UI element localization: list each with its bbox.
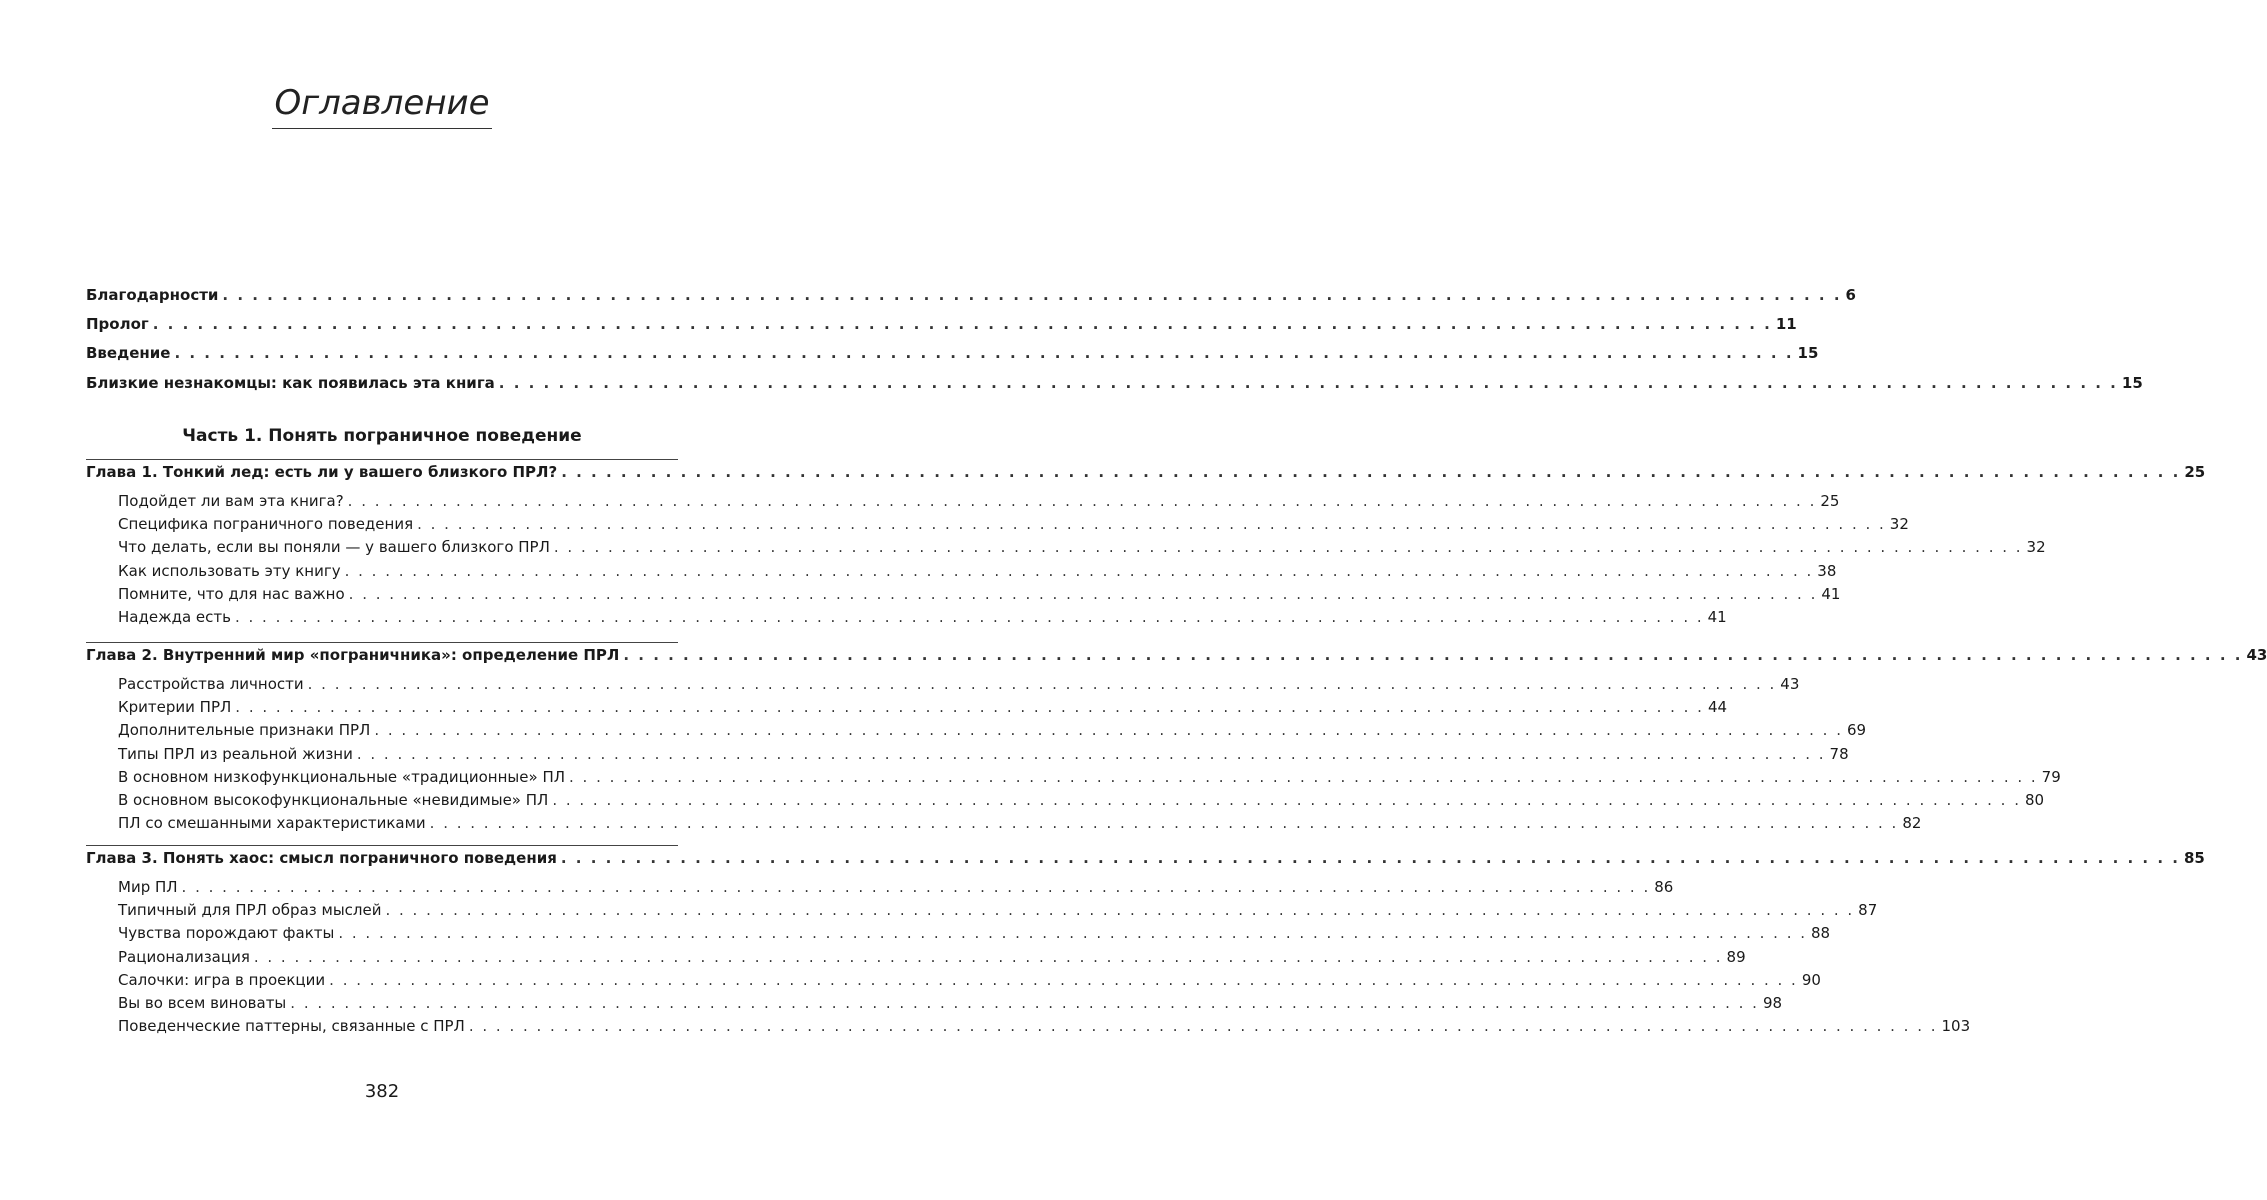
entry-page: 44 [1707, 698, 1728, 716]
entry-page: 103 [1941, 1017, 1971, 1035]
entry-title: В основном высокофункциональные «невидимые» ПЛ [118, 791, 549, 809]
entry-title: Помните, что для нас важно [118, 585, 345, 603]
dot-leader: . . . . . . . . . . . . . . . . . . . . . . . . . . . . . . . . . . . . . . . . . . . . . . . . . . . . . . . . . . . . . . . . . . . . . . . . . . . . . . . . . . . . . . . . . . . . . . . . . . . . . . . . . . . . . [347, 492, 1817, 510]
page-number: 382 [364, 1081, 400, 1102]
entry-page: 82 [1902, 814, 1922, 832]
entry-title: Типы ПРЛ из реальной жизни [118, 745, 353, 763]
dot-leader: . . . . . . . . . . . . . . . . . . . . . . . . . . . . . . . . . . . . . . . . . . . . . . . . . . . . . . . . . . . . . . . . . . . . . . . . . . . . . . . . . . . . . . . . . . . . . . . . . . . . . . . . . . . . . [468, 1017, 1938, 1035]
toc-chapter-entry [86, 461, 2206, 483]
divider [86, 845, 678, 846]
dot-leader: . . . . . . . . . . . . . . . . . . . . . . . . . . . . . . . . . . . . . . . . . . . . . . . . . . . . . . . . . . . . . . . . . . . . . . . . . . . . . . . . . . . . . . . . . . . . . . . . . . . . . . . . . . . . . [235, 698, 1704, 716]
entry-page: 15 [1797, 344, 1819, 362]
toc-sub-entry [118, 490, 1840, 512]
dot-leader: . . . . . . . . . . . . . . . . . . . . . . . . . . . . . . . . . . . . . . . . . . . . . . . . . . . . . . . . . . . . . . . . . . . . . . . . . . . . . . . . . . . . . . . . . . . . . . . . . . . . . . . . . . . . . [498, 374, 2118, 392]
toc-sub-entry [118, 560, 1837, 582]
entry-page: 89 [1726, 948, 1746, 966]
toc-sub-entry [118, 536, 2046, 558]
dot-leader: . . . . . . . . . . . . . . . . . . . . . . . . . . . . . . . . . . . . . . . . . . . . . . . . . . . . . . . . . . . . . . . . . . . . . . . . . . . . . . . . . . . . . . . . . . . . . . . . . . . . . . . . . . . . . [234, 608, 1704, 626]
entry-title: Пролог [86, 315, 149, 333]
dot-leader: . . . . . . . . . . . . . . . . . . . . . . . . . . . . . . . . . . . . . . . . . . . . . . . . . . . . . . . . . . . . . . . . . . . . . . . . . . . . . . . . . . . . . . . . . . . . . . . . . . . . . . . . . . . . . [623, 646, 2243, 664]
entry-title: Типичный для ПРЛ образ мыслей [118, 901, 382, 919]
toc-front-entry [86, 313, 1797, 335]
entry-title: Введение [86, 344, 171, 362]
entry-title: Чувства порождают факты [118, 924, 335, 942]
entry-page: 41 [1821, 585, 1841, 603]
divider [86, 459, 678, 460]
entry-page: 25 [1820, 492, 1840, 510]
entry-title: Как использовать эту книгу [118, 562, 341, 580]
dot-leader: . . . . . . . . . . . . . . . . . . . . . . . . . . . . . . . . . . . . . . . . . . . . . . . . . . . . . . . . . . . . . . . . . . . . . . . . . . . . . . . . . . . . . . . . . . . . . . . . . . . . . . . . . . . . . [374, 721, 1843, 739]
toc-front-entry [86, 342, 1819, 364]
entry-page: 86 [1654, 878, 1674, 896]
toc-sub-entry [118, 583, 1841, 605]
toc-sub-entry [118, 876, 1674, 898]
divider [86, 642, 678, 643]
entry-title: Дополнительные признаки ПРЛ [118, 721, 371, 739]
part-title: Часть 1. Понять пограничное поведение [182, 426, 582, 446]
toc-sub-entry [118, 812, 1922, 834]
entry-page: 32 [1889, 515, 1909, 533]
entry-title: Надежда есть [118, 608, 231, 626]
entry-page: 41 [1707, 608, 1727, 626]
entry-title: Расстройства личности [118, 675, 304, 693]
entry-title: Что делать, если вы поняли — у вашего близкого ПРЛ [118, 538, 550, 556]
entry-page: 69 [1846, 721, 1867, 739]
toc-sub-entry [118, 513, 1909, 535]
toc-sub-entry [118, 899, 1878, 921]
entry-title: Критерии ПРЛ [118, 698, 232, 716]
entry-title: Глава 1. Тонкий лед: есть ли у вашего близкого ПРЛ? [86, 463, 558, 481]
entry-title: Подойдет ли вам эта книга? [118, 492, 344, 510]
entry-title: Мир ПЛ [118, 878, 178, 896]
entry-title: Глава 3. Понять хаос: смысл пограничного поведения [86, 849, 557, 867]
entry-page: 25 [2184, 463, 2206, 481]
toc-front-entry [86, 284, 1856, 306]
entry-page: 32 [2026, 538, 2046, 556]
entry-page: 15 [2121, 374, 2143, 392]
dot-leader: . . . . . . . . . . . . . . . . . . . . . . . . . . . . . . . . . . . . . . . . . . . . . . . . . . . . . . . . . . . . . . . . . . . . . . . . . . . . . . . . . . . . . . . . . . . . . . . . . . . . . . . . . . . . . [429, 814, 1899, 832]
entry-title: ПЛ со смешанными характеристиками [118, 814, 426, 832]
dot-leader: . . . . . . . . . . . . . . . . . . . . . . . . . . . . . . . . . . . . . . . . . . . . . . . . . . . . . . . . . . . . . . . . . . . . . . . . . . . . . . . . . . . . . . . . . . . . . . . . . . . . . . . . . . . . . [344, 562, 1814, 580]
entry-page: 80 [2024, 791, 2045, 809]
entry-page: 79 [2041, 768, 2061, 786]
toc-sub-entry [118, 696, 1728, 718]
dot-leader: . . . . . . . . . . . . . . . . . . . . . . . . . . . . . . . . . . . . . . . . . . . . . . . . . . . . . . . . . . . . . . . . . . . . . . . . . . . . . . . . . . . . . . . . . . . . . . . . . . . . . . . . . . . . . [174, 344, 1794, 362]
entry-title: Близкие незнакомцы: как появилась эта книга [86, 374, 495, 392]
dot-leader: . . . . . . . . . . . . . . . . . . . . . . . . . . . . . . . . . . . . . . . . . . . . . . . . . . . . . . . . . . . . . . . . . . . . . . . . . . . . . . . . . . . . . . . . . . . . . . . . . . . . . . . . . . . . . [307, 675, 1777, 693]
dot-leader: . . . . . . . . . . . . . . . . . . . . . . . . . . . . . . . . . . . . . . . . . . . . . . . . . . . . . . . . . . . . . . . . . . . . . . . . . . . . . . . . . . . . . . . . . . . . . . . . . . . . . . . . . . . . . [152, 315, 1772, 333]
toc-front-entry [86, 372, 2143, 394]
toc-sub-entry [118, 719, 1867, 741]
toc-sub-entry [118, 922, 1831, 944]
toc-chapter-entry [86, 847, 2205, 869]
dot-leader: . . . . . . . . . . . . . . . . . . . . . . . . . . . . . . . . . . . . . . . . . . . . . . . . . . . . . . . . . . . . . . . . . . . . . . . . . . . . . . . . . . . . . . . . . . . . . . . . . . . . . . . . . . . . . [385, 901, 1855, 919]
dot-leader: . . . . . . . . . . . . . . . . . . . . . . . . . . . . . . . . . . . . . . . . . . . . . . . . . . . . . . . . . . . . . . . . . . . . . . . . . . . . . . . . . . . . . . . . . . . . . . . . . . . . . . . . . . . . . [553, 538, 2023, 556]
toc-sub-entry [118, 766, 2061, 788]
entry-page: 98 [1762, 994, 1783, 1012]
entry-title: Глава 2. Внутренний мир «пограничника»: определение ПРЛ [86, 646, 620, 664]
entry-title: Специфика пограничного поведения [118, 515, 414, 533]
toc-sub-entry [118, 673, 1800, 695]
toc-sub-entry [118, 992, 1783, 1014]
entry-page: 90 [1801, 971, 1821, 989]
toc-sub-entry [118, 743, 1849, 765]
entry-title: Рационализация [118, 948, 250, 966]
toc-sub-entry [118, 606, 1727, 628]
entry-title: Поведенческие паттерны, связанные с ПРЛ [118, 1017, 465, 1035]
entry-title: Вы во всем виноваты [118, 994, 287, 1012]
entry-page: 85 [2183, 849, 2205, 867]
dot-leader: . . . . . . . . . . . . . . . . . . . . . . . . . . . . . . . . . . . . . . . . . . . . . . . . . . . . . . . . . . . . . . . . . . . . . . . . . . . . . . . . . . . . . . . . . . . . . . . . . . . . . . . . . . . . . [338, 924, 1808, 942]
dot-leader: . . . . . . . . . . . . . . . . . . . . . . . . . . . . . . . . . . . . . . . . . . . . . . . . . . . . . . . . . . . . . . . . . . . . . . . . . . . . . . . . . . . . . . . . . . . . . . . . . . . . . . . . . . . . . [356, 745, 1826, 763]
dot-leader: . . . . . . . . . . . . . . . . . . . . . . . . . . . . . . . . . . . . . . . . . . . . . . . . . . . . . . . . . . . . . . . . . . . . . . . . . . . . . . . . . . . . . . . . . . . . . . . . . . . . . . . . . . . . . [290, 994, 1759, 1012]
dot-leader: . . . . . . . . . . . . . . . . . . . . . . . . . . . . . . . . . . . . . . . . . . . . . . . . . . . . . . . . . . . . . . . . . . . . . . . . . . . . . . . . . . . . . . . . . . . . . . . . . . . . . . . . . . . . . [561, 463, 2181, 481]
toc-heading-text: Оглавление [272, 80, 491, 129]
entry-page: 11 [1775, 315, 1797, 333]
entry-page: 43 [2246, 646, 2267, 664]
entry-page: 88 [1811, 924, 1831, 942]
dot-leader: . . . . . . . . . . . . . . . . . . . . . . . . . . . . . . . . . . . . . . . . . . . . . . . . . . . . . . . . . . . . . . . . . . . . . . . . . . . . . . . . . . . . . . . . . . . . . . . . . . . . . . . . . . . . . [348, 585, 1818, 603]
dot-leader: . . . . . . . . . . . . . . . . . . . . . . . . . . . . . . . . . . . . . . . . . . . . . . . . . . . . . . . . . . . . . . . . . . . . . . . . . . . . . . . . . . . . . . . . . . . . . . . . . . . . . . . . . . . . . [569, 768, 2038, 786]
entry-page: 78 [1829, 745, 1849, 763]
dot-leader: . . . . . . . . . . . . . . . . . . . . . . . . . . . . . . . . . . . . . . . . . . . . . . . . . . . . . . . . . . . . . . . . . . . . . . . . . . . . . . . . . . . . . . . . . . . . . . . . . . . . . . . . . . . . . [552, 791, 2021, 809]
entry-title: Благодарности [86, 286, 219, 304]
toc-sub-entry [118, 789, 2045, 811]
toc-sub-entry [118, 969, 1821, 991]
dot-leader: . . . . . . . . . . . . . . . . . . . . . . . . . . . . . . . . . . . . . . . . . . . . . . . . . . . . . . . . . . . . . . . . . . . . . . . . . . . . . . . . . . . . . . . . . . . . . . . . . . . . . . . . . . . . . [329, 971, 1798, 989]
toc-chapter-entry [86, 644, 2267, 666]
entry-page: 43 [1780, 675, 1800, 693]
entry-title: Салочки: игра в проекции [118, 971, 326, 989]
dot-leader: . . . . . . . . . . . . . . . . . . . . . . . . . . . . . . . . . . . . . . . . . . . . . . . . . . . . . . . . . . . . . . . . . . . . . . . . . . . . . . . . . . . . . . . . . . . . . . . . . . . . . . . . . . . . . [417, 515, 1886, 533]
entry-page: 6 [1845, 286, 1856, 304]
toc-sub-entry [118, 1015, 1971, 1037]
entry-page: 38 [1817, 562, 1837, 580]
toc-sub-entry [118, 946, 1746, 968]
entry-title: В основном низкофункциональные «традиционные» ПЛ [118, 768, 565, 786]
dot-leader: . . . . . . . . . . . . . . . . . . . . . . . . . . . . . . . . . . . . . . . . . . . . . . . . . . . . . . . . . . . . . . . . . . . . . . . . . . . . . . . . . . . . . . . . . . . . . . . . . . . . . . . . . . . . . [222, 286, 1842, 304]
toc-heading [0, 80, 764, 129]
dot-leader: . . . . . . . . . . . . . . . . . . . . . . . . . . . . . . . . . . . . . . . . . . . . . . . . . . . . . . . . . . . . . . . . . . . . . . . . . . . . . . . . . . . . . . . . . . . . . . . . . . . . . . . . . . . . . [560, 849, 2180, 867]
entry-page: 87 [1858, 901, 1878, 919]
dot-leader: . . . . . . . . . . . . . . . . . . . . . . . . . . . . . . . . . . . . . . . . . . . . . . . . . . . . . . . . . . . . . . . . . . . . . . . . . . . . . . . . . . . . . . . . . . . . . . . . . . . . . . . . . . . . . [253, 948, 1723, 966]
dot-leader: . . . . . . . . . . . . . . . . . . . . . . . . . . . . . . . . . . . . . . . . . . . . . . . . . . . . . . . . . . . . . . . . . . . . . . . . . . . . . . . . . . . . . . . . . . . . . . . . . . . . . . . . . . . . . [181, 878, 1651, 896]
